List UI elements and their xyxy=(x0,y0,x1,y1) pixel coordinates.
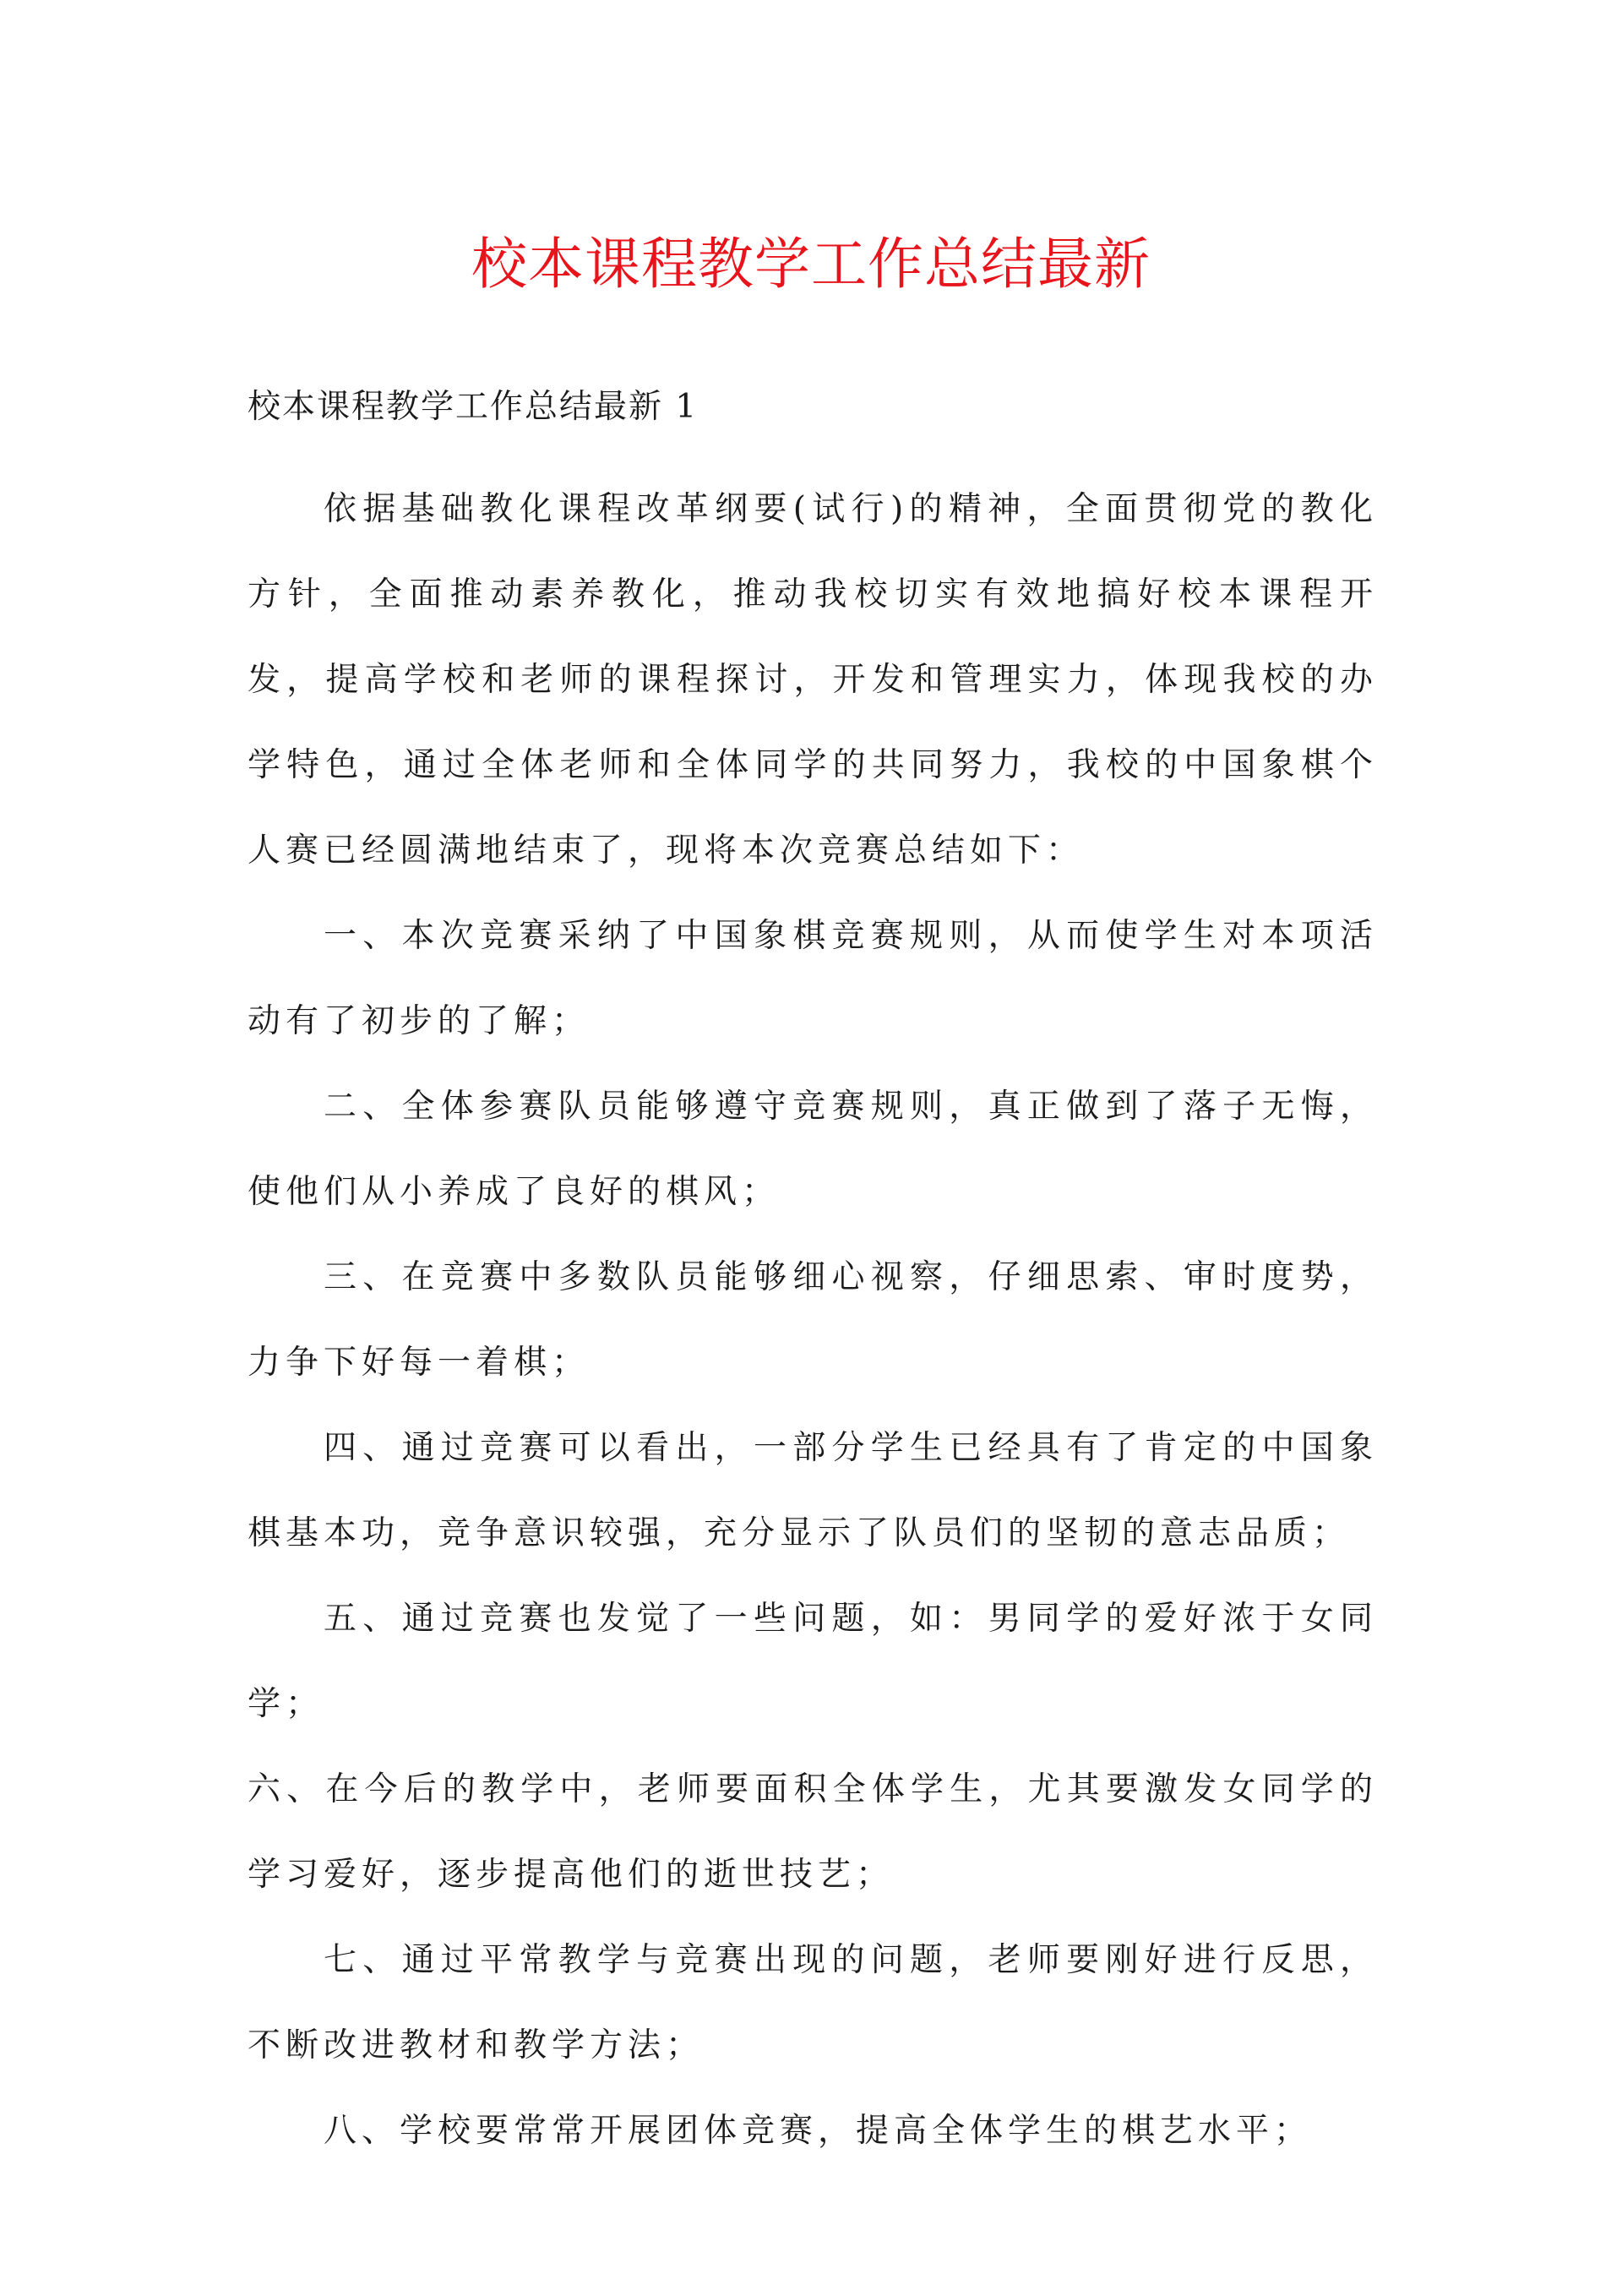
document-title: 校本课程教学工作总结最新 xyxy=(471,232,1151,297)
paragraph-intro: 依据基础教化课程改革纲要(试行)的精神，全面贯彻党的教化方针，全面推动素养教化，推动我校切实有效地搞好校本课程开发，提高学校和老师的课程探讨，开发和管理实力，体现我校的办学特色，通过全体老师和全体同学的共同努力，我校的中国象棋个人赛已经圆满地结束了，现将本次竞赛总结如下： xyxy=(248,490,1378,870)
paragraph-item-7: 七、通过平常教学与竞赛出现的问题，老师要刚好进行反思，不断改进教材和教学方法； xyxy=(248,1941,1378,2064)
document-body xyxy=(248,466,1378,2173)
paragraph-item-1: 一、本次竞赛采纳了中国象棋竞赛规则，从而使学生对本项活动有了初步的了解； xyxy=(248,917,1378,1040)
paragraph-item-5: 五、通过竞赛也发觉了一些问题，如：男同学的爱好浓于女同学； xyxy=(248,1600,1378,1723)
paragraph-item-2: 二、全体参赛队员能够遵守竞赛规则，真正做到了落子无悔，使他们从小养成了良好的棋风； xyxy=(248,1088,1378,1211)
paragraph-item-3: 三、在竞赛中多数队员能够细心视察，仔细思索、审时度势，力争下好每一着棋； xyxy=(248,1258,1378,1382)
paragraph-item-4: 四、通过竞赛可以看出，一部分学生已经具有了肯定的中国象棋基本功，竞争意识较强，充分显示了队员们的坚韧的意志品质； xyxy=(248,1429,1378,1552)
paragraph-item-6: 六、在今后的教学中，老师要面积全体学生，尤其要激发女同学的学习爱好，逐步提高他们的逝世技艺； xyxy=(248,1770,1378,1894)
paragraph-item-8: 八、学校要常常开展团体竞赛，提高全体学生的棋艺水平； xyxy=(324,2112,1313,2150)
document-subtitle: 校本课程教学工作总结最新 1 xyxy=(248,388,699,426)
